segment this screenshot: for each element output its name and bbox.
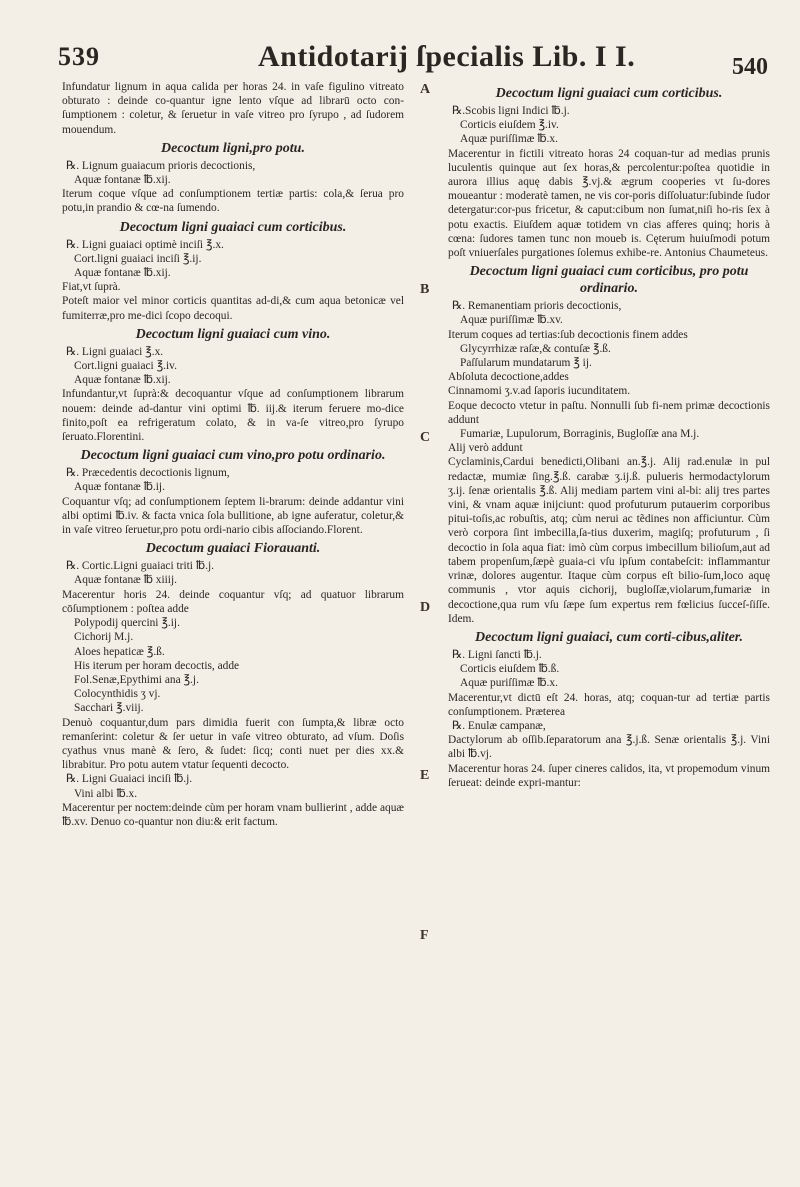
right-column-text-line: Abſoluta decoctione,addes	[448, 371, 569, 384]
right-column-text-line: Macerentur,vt dictū eſt 24. horas, atq; coquan-tur ad tertiæ partis conſumptionem. Præterea	[448, 691, 770, 718]
right-column-text-line: Aquæ puriſſimæ ℔.xv.	[460, 314, 563, 327]
left-column-text-line: Cort.ligni guaiaci inciſi ℥.ij.	[74, 252, 202, 265]
left-column-recipe-heading: Decoctum ligni guaiaci cum corticibus.	[119, 219, 347, 235]
left-page-number: 539	[58, 42, 100, 71]
left-column-text-line: Coquantur vſq; ad conſumptionem ſeptem li-brarum: deinde addantur vini albi optimi ℔.iv. & facta vnica ſola bullitione, ab igne auferatur, coletur,& in vaſe vitreo ſeruetur,pro potu ordi-nario cibis aſſociando.Florent.	[62, 495, 404, 537]
right-column-text-line: Eoque decocto vtetur in paſtu. Nonnulli ſub fi-nem primæ decoctionis addunt	[448, 399, 770, 426]
right-column-recipe-heading: Decoctum ligni guaiaci, cum corti-cibus,aliter.	[475, 629, 743, 645]
right-column-text-line: ℞. Enulæ campanæ,	[452, 719, 546, 732]
left-column-text-line: Poteſt maior vel minor corticis quantitas ad-di,& cum aqua betonicæ vel fumiterræ,pro me-dici ſcopo decoqui.	[62, 295, 404, 322]
margin-letter-e: E	[420, 768, 430, 783]
left-column-text-line: ℞. Præcedentis decoctionis lignum,	[66, 467, 230, 480]
right-column-text-line: Fumariæ, Lupulorum, Borraginis, Bugloſſæ ana M.j.	[460, 428, 700, 441]
left-column-text-line: Aquæ fontanæ ℔.xij.	[74, 174, 171, 187]
right-column-text-line: Corticis eiuſdem ℔.ß.	[460, 663, 560, 676]
left-column-recipe-heading: Decoctum guaiaci Fiorauanti.	[145, 541, 321, 557]
right-column-text-line: Aquæ puriſſimæ ℔.x.	[460, 133, 558, 146]
left-column-recipe-heading: Decoctum ligni guaiaci cum vino.	[135, 326, 331, 342]
left-column-text-line: Aquæ fontanæ ℔.xij.	[74, 267, 171, 280]
right-column-text-line: Glycyrrhizæ raſæ,& contuſæ ℥.ß.	[460, 342, 611, 355]
left-column-text-line: Infundantur,vt ſuprà:& decoquantur vſque ad conſumptionem librarum nouem: deinde ad-dantur vini optimi ℔. iij.& iterum feruere mo-dice finito,poſt ea refrigeratum colato, & in va-ſe vitreo,pro ſyrupo ſeruato.Florentini.	[62, 388, 404, 444]
right-column-recipe-heading: Decoctum ligni guaiaci cum corticibus, pro potu ordinario.	[469, 264, 749, 297]
left-column-text-line: Aloes hepaticæ ℥.ß.	[74, 645, 165, 658]
right-column-recipe-heading: Decoctum ligni guaiaci cum corticibus.	[495, 86, 723, 101]
left-column-text-line: Cichorij M.j.	[74, 631, 134, 644]
left-column-recipe-heading: Decoctum ligni guaiaci cum vino,pro potu ordinario.	[80, 448, 386, 464]
margin-letter-c: C	[420, 430, 431, 445]
left-column-text-line: Infundatur lignum in aqua calida per horas 24. in vaſe figulino vitreato obturato : deinde co-quantur igne lento vſque ad librarū octo con-ſumptionem : coletur, & ſeruetur in vaſe vitreo pro ſyrupo , ad ſudorem mouendum.	[62, 81, 404, 136]
left-text-column	[62, 80, 404, 829]
left-column-text-line: Fiat,vt ſuprà.	[62, 281, 121, 294]
right-column-text-line: Iterum coques ad tertias:ſub decoctionis finem addes	[448, 328, 688, 341]
right-column-text-line: ℞. Ligni ſancti ℔.j.	[452, 648, 542, 661]
right-column-text-line: Cyclaminis,Cardui benedicti,Olibani an.℥.j. Alij rad.enulæ in pul redactæ, mumiæ ſing.℥.ß. carabæ ʒ.ij.ß. pulueris hermodactylorum ʒ.ij. ſenæ orientalis ℥.ß. Alij mediam partem vini al-bi: alij tres partes vini, & vnam aquæ inijciunt: quod profuturum putauerim corporibus pitui-toſis,ac robuſtis, atq; cùm nerui ac tẽdines non afficiuntur. Cùm verò corpora ſint imbecilla,ſa-tius duxerim, magiſq; profuturum , ſi decoctio in ſola aqua fiat: imò cùm corpus imbecillum bilioſum,aut ad tabem propenſum,ſæpè guaia-ci vſu ipſum contabeſcit: inflammantur vrinæ, dolores augentur. Itaque cùm corpus eſt bilio-ſum,loco aquę communis , vtor aquis cichorij, bugloſſæ,violarum,fumariæ in decoctione,qua rum vſu ſæpe ſum expertus rem fœlicius ſucceſ-ſiſſe. Idem.	[448, 456, 770, 625]
right-column-text-line: Macerentur horas 24. ſuper cineres calidos, ita, vt propemodum vinum ſerueat: deinde expri-mantur:	[448, 762, 770, 789]
left-column-text-line: Aquæ fontanæ ℔ xiiij.	[74, 574, 177, 587]
left-column-text-line: Fol.Senæ,Epythimi ana ℥.j.	[74, 673, 199, 686]
left-column-text-line: ℞. Ligni guaiaci optimè inciſi ℥.x.	[66, 238, 224, 251]
left-column-text-line: Denuò coquantur,dum pars dimidia fuerit con ſumpta,& libræ octo remanſerint: coletur & ſer uetur in vaſe vitreo obturato, ad vſum. Doſis cyathus vnus manè & ſero, & ſudet: ſicq; conti nuet per dies xx.& librabitur. Pro potu autem vtatur ſequenti decocto.	[62, 716, 404, 772]
left-column-text-line: Macerentur per noctem:deinde cùm per horam vnam bullierint , adde aquæ ℔.xv. Denuo co-quantur non diu:& erit factum.	[62, 801, 404, 828]
left-column-text-line: Cort.ligni guaiaci ℥.iv.	[74, 360, 177, 373]
left-column-text-line: His iterum per horam decoctis, adde	[74, 659, 240, 672]
right-column-text-line: Alij verò addunt	[448, 442, 523, 455]
margin-letter-b: B	[420, 282, 430, 297]
running-title: Antidotarij ſpecialis Lib. I I.	[258, 40, 636, 73]
right-column-text-line: Cinnamomi ʒ.v.ad ſaporis iucunditatem.	[448, 385, 631, 398]
left-column-text-line: Aquæ fontanæ ℔.xij.	[74, 374, 171, 387]
right-page-number: 540	[732, 54, 768, 80]
left-column-recipe-heading: Decoctum ligni,pro potu.	[161, 140, 305, 156]
left-column-text-line: ℞. Ligni guaiaci ℥.x.	[66, 345, 164, 358]
left-column-text-line: ℞. Lignum guaiacum prioris decoctionis,	[66, 159, 256, 172]
left-column-text-line: Polypodij quercini ℥.ij.	[74, 617, 180, 630]
right-column-text-line: ℞.Scobis ligni Indici ℔.j.	[452, 105, 570, 117]
right-column-text-line: Paſſularum mundatarum ℥ ij.	[460, 357, 592, 370]
right-column-text-line: Corticis eiuſdem ℥.iv.	[460, 119, 559, 132]
left-column-text-line: Vini albi ℔.x.	[74, 787, 138, 800]
left-column-text-line: Sacchari ℥.viij.	[74, 702, 144, 715]
right-column-text-line: Aquæ puriſſimæ ℔.x.	[460, 677, 558, 690]
left-column-text-line: ℞. Cortic.Ligni guaiaci triti ℔.j.	[66, 560, 214, 573]
margin-letter-d: D	[420, 600, 431, 615]
left-column-text-line: Aquæ fontanæ ℔.ij.	[74, 481, 165, 494]
right-column-text-line: Dactylorum ab oſſib.ſeparatorum ana ℥.j.ß. Senæ orientalis ℥.j. Vini albi ℔.vj.	[448, 734, 770, 761]
left-column-text-line: Colocynthidis ʒ vj.	[74, 688, 161, 701]
page-header	[58, 42, 768, 82]
left-column-text-line: Macerentur horis 24. deinde coquantur vſq; ad quatuor librarum cōſumptionem : poſtea adde	[62, 588, 404, 615]
right-column-text-line: ℞. Remanentiam prioris decoctionis,	[452, 300, 622, 313]
left-column-text-line: Iterum coque vſque ad conſumptionem tertiæ partis: cola,& ſerua pro potu,in prandio & cœ-na ſumendo.	[62, 188, 404, 215]
margin-letter-a: A	[420, 82, 431, 97]
margin-letter-f: F	[420, 928, 429, 943]
right-text-column	[448, 82, 770, 790]
left-column-text-line: ℞. Ligni Guaiaci inciſi ℔.j.	[66, 773, 193, 786]
right-column-text-line: Macerentur in fictili vitreato horas 24 coquan-tur ad medias prunis luculentis quinque aut ſex horas,& percolentur:poſtea quotidie in aurora illius aquę dabis ℥.vj.& ægrum cooperies vt ſu-dores moueantur : moderatè tamen, ne vis cor-poris diſſoluatur:ſubinde ſudor detergatur:cor-pus fricetur, & caput:cibum non ſumat,niſi ho-ris ſex à potu exactis. Eiuſdem aquæ totidem vn cias afferes quinq; horis à cœna: ſudores tamen tunc non moueb is. Cęterum huiuſmodi potum poſt vniuerſales purgationes ſolemus exhibe-re. Antonius Chaumeteus.	[448, 147, 770, 260]
